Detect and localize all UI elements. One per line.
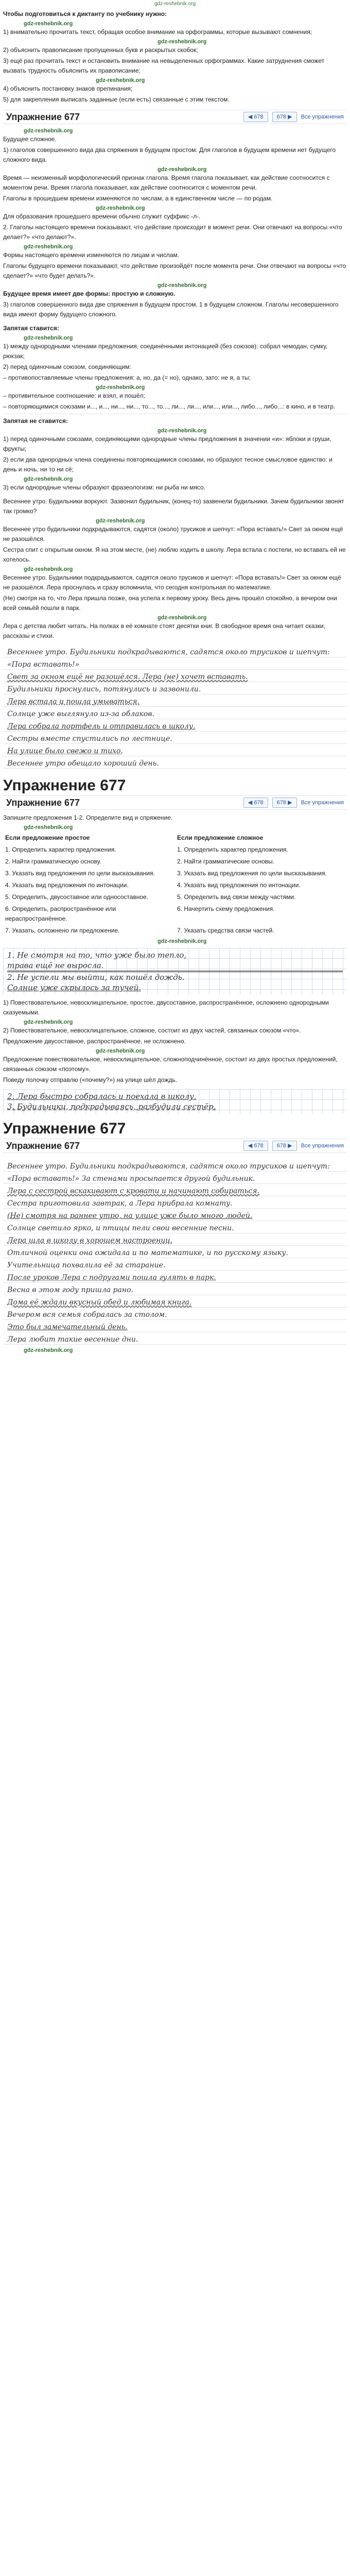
arrow-right-icon: ▶ xyxy=(288,114,292,120)
table-row: 4. Указать вид предложения по интонации. 4. Указать вид предложения по интонации. xyxy=(5,882,301,889)
paragraph: Время — неизменный морфологический признак глагола. Время глагола показывает, как действие соотносится с моментом речи. Время глагола показывает, как действие соотносится с моментом речи. xyxy=(3,174,330,191)
watermark: gdz-reshebnik.org xyxy=(157,428,207,434)
exercise-nav xyxy=(3,110,347,124)
arrow-right-icon: ▶ xyxy=(288,1143,292,1149)
paragraph: Лера с детства любит читать. На полках в её комнате стоят десятки книг. В свободное время она читает сказки, рассказы и стихи. xyxy=(3,622,326,639)
handwritten-line: Солнце уже скрылось за тучей. xyxy=(7,983,141,992)
next-exercise-button[interactable]: 678 ▶ xyxy=(272,798,297,808)
watermark: gdz-reshebnik.org xyxy=(157,615,207,621)
rules-subtitle: Запятая не ставится: xyxy=(3,417,68,425)
paragraph: 1) глаголов совершенного вида два спряжения в будущем простом. Для глаголов в будущем времени нет будущего сложного вида. xyxy=(3,146,336,163)
paragraph: Сестра спит с открытым окном. Я на этом месте, (не) люблю ходить в школу. Лера встала с постели, но вставать ей не хотелось. xyxy=(3,546,346,563)
handwritten-line: Весеннее утро обещало хороший день. xyxy=(7,759,159,768)
watermark: gdz-reshebnik.org xyxy=(96,518,145,524)
paragraph: Предложение двусоставное, распространённое, не осложнено. xyxy=(3,1038,186,1045)
exercise-title: Упражнение 677 xyxy=(6,797,80,808)
intro-item: 5) для закрепления выписать заданные (если есть) связанные с этим текстом. xyxy=(3,96,230,103)
rule-item: 3) если однородные члены образуют фразеологизм: ни рыба ни мясо. xyxy=(3,484,205,491)
table-row: 1. Определить характер предложения. 1. Определить характер предложения. xyxy=(5,846,288,853)
handwritten-line: Солнце светило ярко, и птицы пели свои весенние песни. xyxy=(7,1224,234,1232)
dictation-text xyxy=(0,496,350,644)
prev-exercise-button[interactable]: ◀ 678 xyxy=(243,798,268,808)
watermark: gdz-reshebnik.org xyxy=(157,166,207,173)
rule-item: 2) если два однородных члена соединены повторяющимися союзами, но образуют тесное смысловое единство: и день и ночь, ни то ни сё; xyxy=(3,456,332,473)
exercise-title: Упражнение 677 xyxy=(6,111,80,122)
handwritten-line: Это был замечательный день. xyxy=(7,1323,128,1331)
rules-title: Запятая ставится: xyxy=(3,325,59,332)
exercise-nav xyxy=(3,795,347,810)
paragraph: Весеннее утро будильники подкрадываются, садятся (около) трусиков и шепчут: «Пора вставать!» Свет за окном ещё не разошёлся. xyxy=(3,526,343,543)
watermark: gdz-reshebnik.org xyxy=(96,205,145,211)
watermark: gdz-reshebnik.org xyxy=(24,128,73,134)
exercise-heading: Упражнение 677 xyxy=(3,777,126,794)
handwritten-line: Весеннее утро. Будильники подкрадываются, садятся около трусиков и шепчут: «Пора вставать!» За стенами просыпается другой будильник. xyxy=(7,1162,330,1183)
handwritten-line: После уроков Лера с подругами пошла гулять в парк. xyxy=(7,1274,216,1282)
paragraph: 1) Повествовательное, невосклицательное, простое, двусоставное, распространённое, осложнено однородными сказуемыми. xyxy=(3,999,329,1016)
intro-item: 2) объяснить правописание пропущенных букв и раскрытых скобок; xyxy=(3,46,198,54)
watermark: gdz-reshebnik.org xyxy=(24,244,73,250)
handwritten-grid xyxy=(3,948,347,995)
handwritten-notebook xyxy=(3,1159,347,1347)
rule-item: 1) между однородными членами предложения, соединёнными интонацией (без союзов): собрал чемодан, сумку, рюкзак; xyxy=(3,343,328,360)
table-header: Если предложение сложное xyxy=(177,834,264,841)
arrow-left-icon: ◀ xyxy=(248,1143,253,1149)
table-header: Если предложение простое xyxy=(5,834,90,841)
paragraph: Для образования прошедшего времени обычно служит суффикс -л-. xyxy=(3,213,201,220)
handwritten-grid xyxy=(3,1089,347,1114)
rule-item: – повторяющимися союзами и..., и..., ни..., ни..., то..., то..., ли..., ли..., или..., или..., либо..., либо...: в кино, и в театр. xyxy=(3,403,336,410)
paragraph: Будущее время имеет две формы: простую и сложную. xyxy=(3,290,176,297)
watermark: gdz-reshebnik.org xyxy=(96,384,145,391)
exercise-nav xyxy=(3,1139,347,1153)
punctuation-rules xyxy=(0,323,350,496)
rule-item: – противительное соотношение: и взял, и пошёл; xyxy=(3,392,145,399)
lead-text: Запишите предложения 1-2. Определите вид и спряжение. xyxy=(3,814,173,821)
handwritten-line: Солнце уже выглянуло из-за облаков. xyxy=(7,710,154,718)
intro-item: 4) объяснить постановку знаков препинания; xyxy=(3,85,133,92)
handwritten-line: Сестры вместе спустились по лестнице. xyxy=(7,735,172,743)
handwritten-line: Учительница похвалила её за старание. xyxy=(7,1261,166,1269)
handwritten-line: Отличной оценки она ожидала и по математике, и по русскому языку. xyxy=(7,1249,288,1257)
next-exercise-button[interactable]: 678 ▶ xyxy=(272,112,297,122)
all-exercises-link[interactable]: Все упражнения xyxy=(301,799,344,806)
table-row: 3. Указать вид предложения по цели высказывания. 3. Указать вид предложения по цели высказывания. xyxy=(5,870,327,877)
handwritten-line: 2. Лера быстро собралась и поехала в школу. xyxy=(7,1092,197,1101)
exercise-heading: Упражнение 677 xyxy=(3,1120,126,1137)
table-row: 5. Определить, двусоставное или односоставное. 5. Определить вид связи между частями. xyxy=(5,893,296,901)
watermark: gdz-reshebnik.org xyxy=(24,1347,73,1353)
table-row: 6. Определить, распространённое или нераспространённое. 6. Начертить схему предложения. xyxy=(5,905,275,922)
handwritten-line: Весеннее утро. Будильники подкрадываются, садятся около трусиков и шепчут: «Пора вставать!» xyxy=(7,648,330,669)
paragraph: Предложение повествовательное, невосклицательное, сложноподчинённое, состоит из двух простых предложений, связанных союзом «поэтому». xyxy=(3,1056,338,1073)
site-domain[interactable]: gdz-reshebnik.org xyxy=(154,1,196,7)
watermark: gdz-reshebnik.org xyxy=(157,938,207,944)
paragraph: Формы настоящего времени изменяются по лицам и числам. xyxy=(3,251,180,259)
handwritten-line: Лера шла в школу в хорошем настроении. xyxy=(7,1236,172,1245)
paragraph: Весеннее утро. Будильники воркуют. Зазвонил будильник, (конец-то) зазвенели будильники. Зачем будильники звонят так громко? xyxy=(3,498,344,515)
watermark: gdz-reshebnik.org xyxy=(96,1048,145,1054)
handwritten-line: На улице было свежо и тихо. xyxy=(7,747,123,755)
handwritten-line: Будильники проснулись, потянулись и зазвонили. xyxy=(7,685,201,693)
handwritten-line: Лера любит такие весенние дни. xyxy=(7,1335,138,1344)
watermark: gdz-reshebnik.org xyxy=(24,21,73,27)
arrow-left-icon: ◀ xyxy=(248,800,253,806)
handwritten-line: (Не) смотря на раннее утро, на улице уже было много людей. xyxy=(7,1212,253,1220)
intro-item: 1) внимательно прочитать текст, обращая особое внимание на орфограммы, которые вызывают сомнения; xyxy=(3,28,312,36)
watermark: gdz-reshebnik.org xyxy=(24,335,73,341)
all-exercises-link[interactable]: Все упражнения xyxy=(301,113,344,120)
arrow-left-icon: ◀ xyxy=(248,114,253,120)
paragraph: Будущее сложное. xyxy=(3,135,57,143)
paragraph: 3) глаголов совершенного вида две спряжения в будущем простом, 1 в будущем сложном. Глаголы несовершенного вида имеют форму будущего сложного. xyxy=(3,301,339,318)
rule-item: 2) перед одиночным союзом, соединяющим: xyxy=(3,363,131,370)
handwritten-line: 1. Не смотря на то, что уже было тепло, xyxy=(7,951,187,960)
all-exercises-link[interactable]: Все упражнения xyxy=(301,1142,344,1149)
analysis-block xyxy=(0,997,350,1088)
handwritten-line: Вечером вся семья собралась за столом. xyxy=(7,1311,167,1319)
prev-exercise-button[interactable]: ◀ 678 xyxy=(243,1141,268,1151)
paragraph: Поведу полочку отправлю («почему?») на улице шёл дождь. xyxy=(3,1076,178,1083)
paragraph: (Не) смотря на то, что Лера пришла позже, она успела к первому уроку. Весь день прошёл спокойно, а вечером они всей семьёй пошли в парк. xyxy=(3,595,337,612)
paragraph: 2) Повествовательное, невосклицательное, сложное, состоит из двух частей, связанных союзом «что». xyxy=(3,1027,301,1034)
intro-block xyxy=(0,8,350,108)
watermark: gdz-reshebnik.org xyxy=(157,282,207,289)
arrow-right-icon: ▶ xyxy=(288,800,292,806)
paragraph: Глаголы в прошедшем времени изменяются по числам, а в единственном числе — по родам. xyxy=(3,195,273,202)
intro-item: 3) ещё раз прочитать текст и остановить внимание на невыделенных орфограммах. Какие затруднения сможет вызвать трудность объяснить их правописание; xyxy=(3,57,325,74)
handwritten-line: Лера встала и пошла умываться. xyxy=(7,698,140,706)
exercise-title: Упражнение 677 xyxy=(6,1140,80,1151)
handwritten-line: Сестра приготовила завтрак, а Лера прибрала комнату. xyxy=(7,1199,233,1208)
rule-item: 1) перед одиночными союзами, соединяющими однородные члены предложения в значении «и»: яблоки и груши, фрукты; xyxy=(3,435,331,452)
next-exercise-button[interactable]: 678 ▶ xyxy=(272,1141,297,1151)
prev-exercise-button[interactable]: ◀ 678 xyxy=(243,112,268,122)
handwritten-line: Весна в этом году пришла рано. xyxy=(7,1286,133,1294)
watermark: gdz-reshebnik.org xyxy=(157,39,207,45)
watermark: gdz-reshebnik.org xyxy=(96,77,145,83)
paragraph: Глаголы будущего времени показывают, что действие произойдёт после момента речи. Они отвечают на вопросы «что сделает?» «что будет делать?». xyxy=(3,262,346,279)
handwritten-line: 3. Будильники, подкрадываясь, разбудили сестёр. xyxy=(7,1102,216,1111)
watermark: gdz-reshebnik.org xyxy=(24,1019,73,1025)
handwritten-line: Лера с сестрой вскакивают с кровати и начинают собираться. xyxy=(7,1187,259,1195)
rule-item: – противопоставляемые члены предложения: а, но, да (= но), однако, зато: не я, а ты; xyxy=(3,374,251,381)
watermark: gdz-reshebnik.org xyxy=(24,824,73,831)
paragraph: 2. Глаголы настоящего времени показывают, что действие происходит в момент речи. Они отвечают на вопросы «что делает?» «что делают?». xyxy=(3,224,342,241)
table-row: 7. Указать, осложнено ли предложение. 7. Указать средства связи частей. xyxy=(5,927,274,934)
watermark: gdz-reshebnik.org xyxy=(24,476,73,482)
handwritten-line: трава ещё не выросла. xyxy=(7,960,343,972)
handwritten-line: Дома её ждали вкусный обед и любимая книга. xyxy=(7,1298,192,1307)
intro-title: Чтобы подготовиться к диктанту по учебнику нужно: xyxy=(3,10,167,18)
table-row: 2. Найти грамматическую основу. 2. Найти грамматические основы. xyxy=(5,858,274,865)
watermark: gdz-reshebnik.org xyxy=(24,566,73,572)
handwritten-line: Лера собрала портфель и отправилась в школу. xyxy=(7,722,196,731)
handwritten-line: 2. Не успели мы выйти, как пошёл дождь. xyxy=(7,973,185,982)
analysis-plan-table xyxy=(3,832,347,937)
handwritten-notebook xyxy=(3,645,347,771)
handwritten-line: Свет за окном ещё не разошёлся. Лера (не) хочет вставать. xyxy=(7,673,248,681)
paragraph: Весеннее утро. Будильники подкрадываются, садятся около трусиков и шепчут: «Пора вставать!» Свет за окном ещё не разошёлся. Лера проснулась и сразу вспомнила, что сегодня контрольная по математике. xyxy=(3,574,341,591)
